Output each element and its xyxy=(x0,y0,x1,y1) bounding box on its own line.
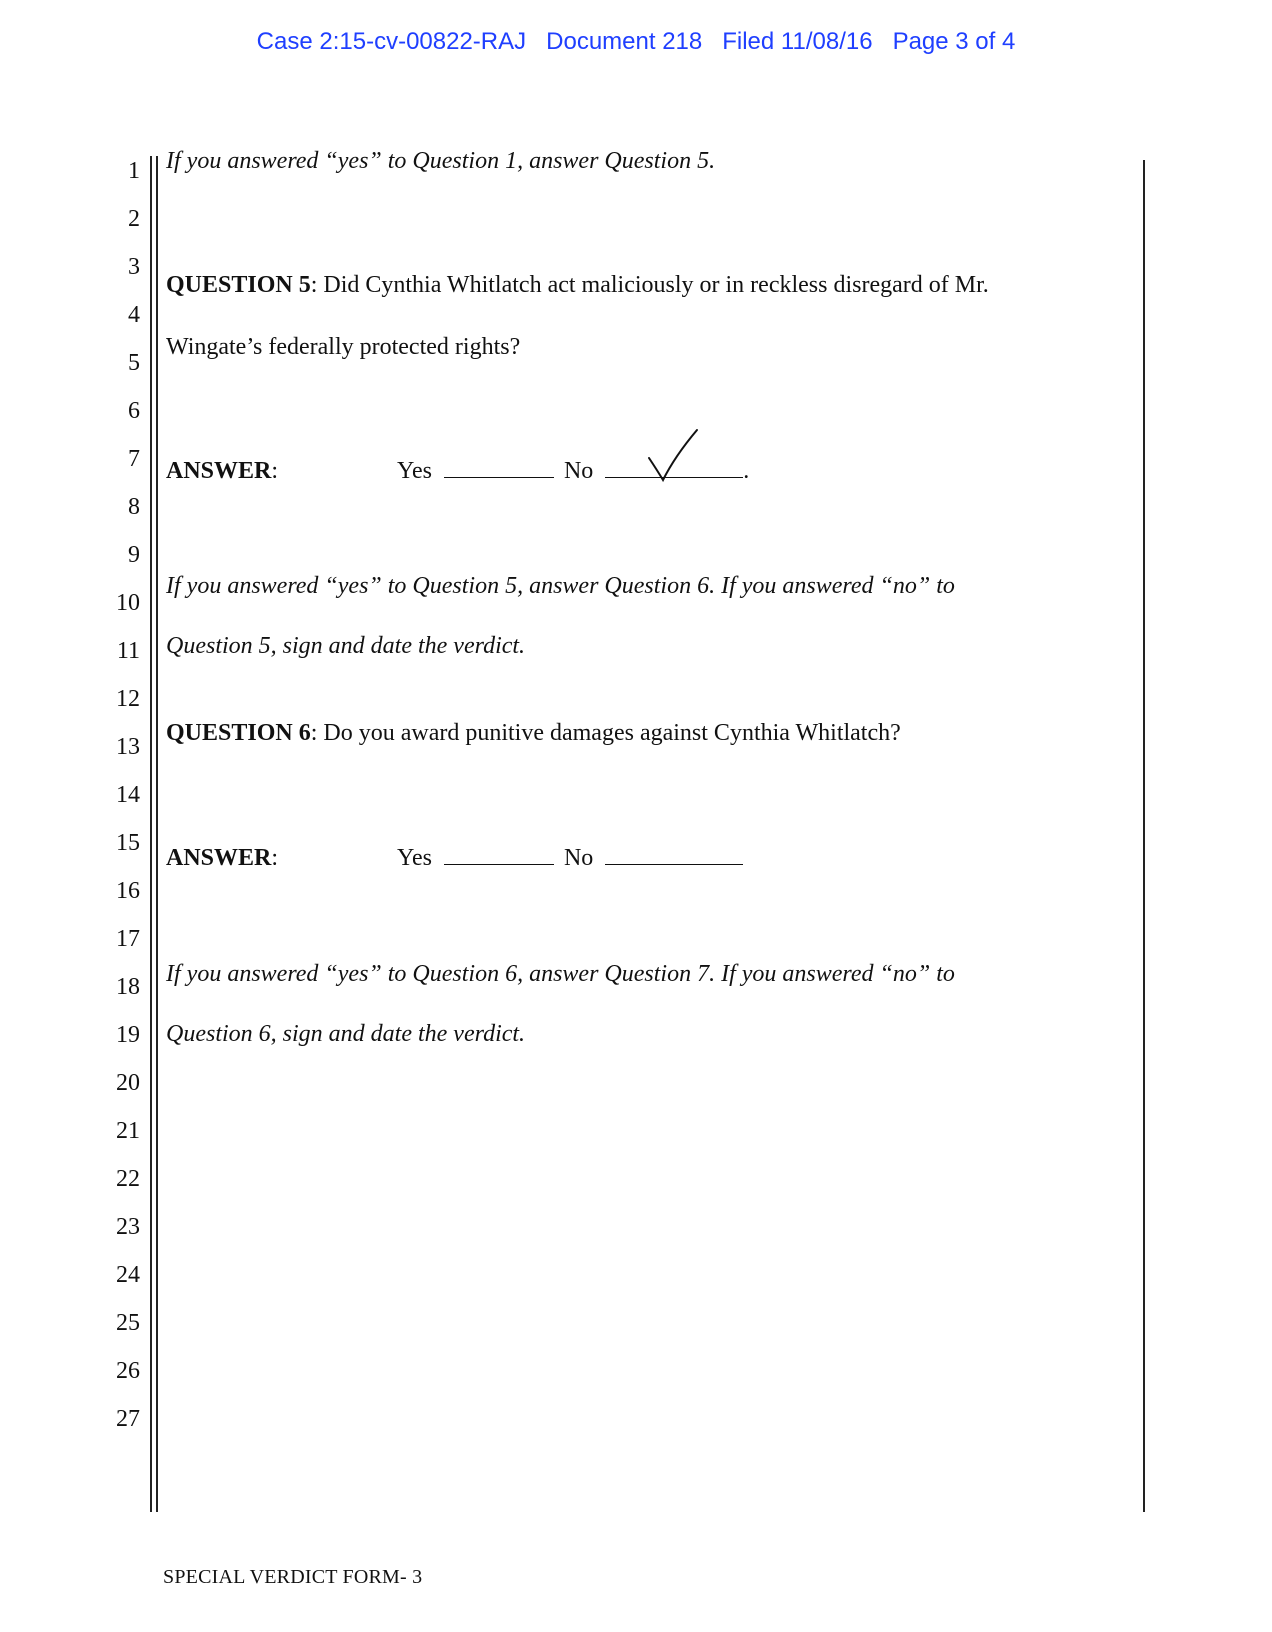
line-number: 1 xyxy=(128,158,140,184)
question-6-label: QUESTION 6 xyxy=(166,720,311,746)
question-6-text: : Do you award punitive damages against Cynthia Whitlatch? xyxy=(310,720,901,746)
question-5-text: : Did Cynthia Whitlatch act maliciously or in reckless disregard of Mr. xyxy=(310,272,989,298)
line-number: 21 xyxy=(116,1118,140,1144)
line-number: 16 xyxy=(116,878,140,904)
answer-label: ANSWER xyxy=(166,845,272,871)
answer-colon: : xyxy=(271,845,279,871)
answer-colon: : xyxy=(271,458,279,484)
line-number: 12 xyxy=(116,686,140,712)
yes-blank-question-6[interactable] xyxy=(444,842,554,865)
no-blank-question-6[interactable] xyxy=(605,842,743,865)
answer-row-question-5: ANSWER: Yes No . xyxy=(166,455,749,485)
instruction-question-5-line-1: If you answered “yes” to Question 5, answer Question 6. If you answered “no” to xyxy=(166,573,955,599)
line-number: 15 xyxy=(116,830,140,856)
checkmark-icon xyxy=(645,428,705,488)
line-number: 11 xyxy=(116,638,140,664)
case-number: Case 2:15-cv-00822-RAJ xyxy=(256,28,527,55)
line-number: 6 xyxy=(128,398,140,424)
line-number: 9 xyxy=(128,542,140,568)
left-margin-rule-inner xyxy=(156,156,158,1512)
instruction-question-1: If you answered “yes” to Question 1, answer Question 5. xyxy=(166,148,716,174)
line-number: 19 xyxy=(116,1022,140,1048)
line-number: 13 xyxy=(116,734,140,760)
page-indicator: Page 3 of 4 xyxy=(892,28,1016,55)
instruction-question-6-line-1: If you answered “yes” to Question 6, answer Question 7. If you answered “no” to xyxy=(166,961,955,987)
form-footer: SPECIAL VERDICT FORM- 3 xyxy=(163,1566,423,1588)
no-label: No xyxy=(563,845,594,871)
left-margin-rule-outer xyxy=(150,156,152,1512)
line-number: 17 xyxy=(116,926,140,952)
line-number: 22 xyxy=(116,1166,140,1192)
filed-date: Filed 11/08/16 xyxy=(722,28,873,55)
line-number: 23 xyxy=(116,1214,140,1240)
line-number: 3 xyxy=(128,254,140,280)
instruction-question-6-line-2: Question 6, sign and date the verdict. xyxy=(166,1021,526,1047)
question-5-line-1 xyxy=(166,272,989,299)
line-number: 25 xyxy=(116,1310,140,1336)
no-label: No xyxy=(563,458,594,484)
right-margin-rule xyxy=(1143,160,1145,1512)
line-number: 20 xyxy=(116,1070,140,1096)
line-number: 18 xyxy=(116,974,140,1000)
case-header xyxy=(0,28,1272,56)
line-number: 14 xyxy=(116,782,140,808)
instruction-question-5-line-2: Question 5, sign and date the verdict. xyxy=(166,633,526,659)
question-5-line-2: Wingate’s federally protected rights? xyxy=(166,334,521,360)
line-number: 26 xyxy=(116,1358,140,1384)
question-6-line xyxy=(166,720,901,747)
line-number: 2 xyxy=(128,206,140,232)
document-number: Document 218 xyxy=(546,28,703,55)
line-number: 5 xyxy=(128,350,140,376)
line-number: 8 xyxy=(128,494,140,520)
yes-blank-question-5[interactable] xyxy=(444,455,554,478)
yes-label: Yes xyxy=(397,845,432,871)
line-number: 10 xyxy=(116,590,140,616)
line-number: 4 xyxy=(128,302,140,328)
line-number: 27 xyxy=(116,1406,140,1432)
line-number: 24 xyxy=(116,1262,140,1288)
answer-row-question-6 xyxy=(166,842,743,872)
line-number: 7 xyxy=(128,446,140,472)
answer-label: ANSWER xyxy=(166,458,272,484)
yes-label: Yes xyxy=(397,458,432,484)
question-5-label: QUESTION 5 xyxy=(166,272,311,298)
